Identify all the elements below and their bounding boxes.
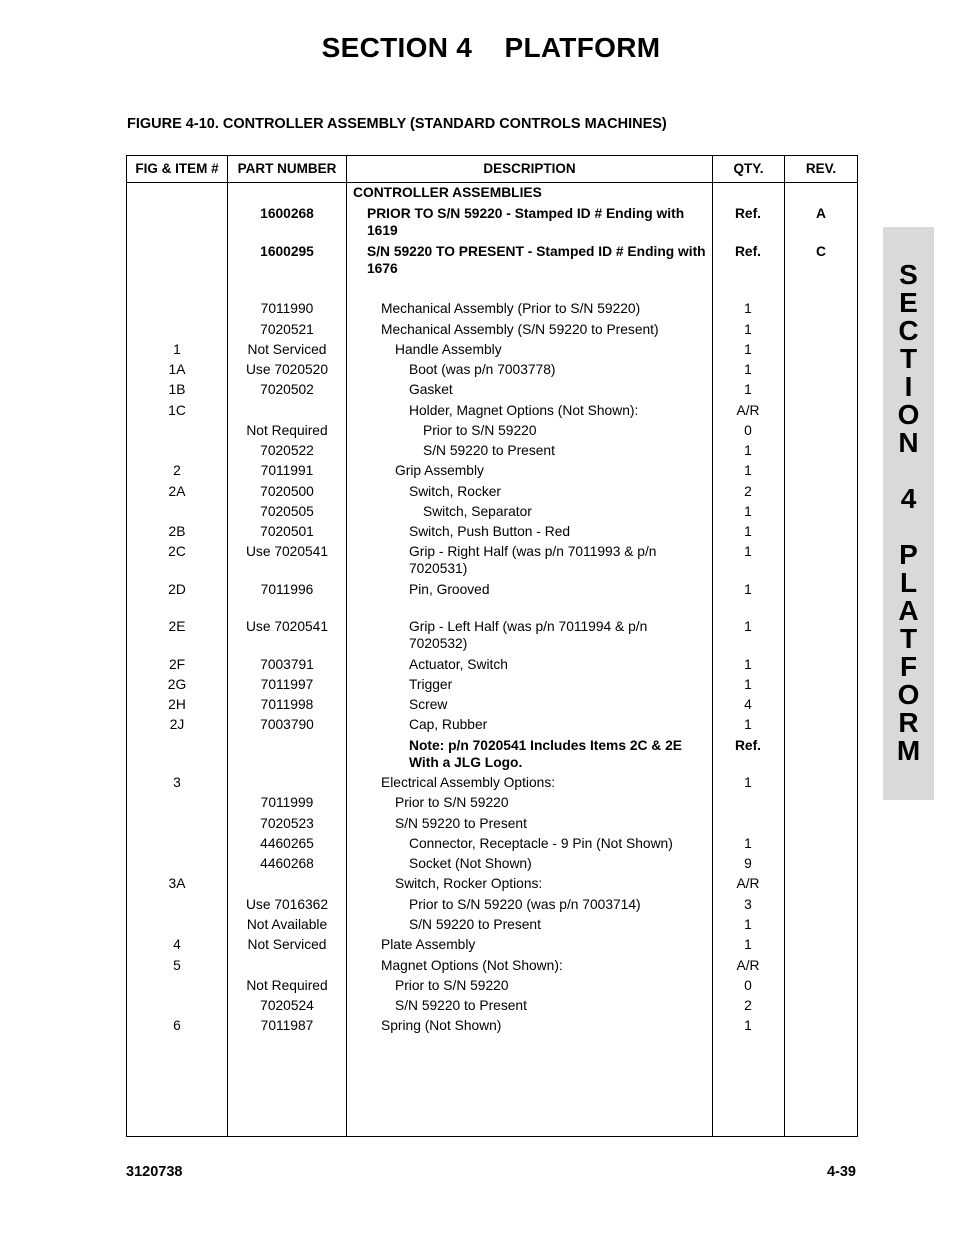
item-cell: 2E <box>168 619 186 634</box>
part-number-cell: Not Serviced <box>247 937 327 952</box>
qty-cell: 1 <box>744 301 752 316</box>
description-cell: Plate Assembly <box>381 937 476 952</box>
description-cell: Prior to S/N 59220 <box>423 423 537 438</box>
side-tab-letter <box>883 457 934 485</box>
description-cell: Mechanical Assembly (S/N 59220 to Present) <box>381 322 659 337</box>
part-number-cell: 7011997 <box>260 677 314 692</box>
description-cell: CONTROLLER ASSEMBLIES <box>353 185 542 200</box>
description-cell: PRIOR TO S/N 59220 - Stamped ID # Ending with 1619 <box>367 206 685 238</box>
side-tab-letter: I <box>904 371 913 402</box>
qty-cell: 2 <box>744 484 752 499</box>
part-number-cell: Use 7016362 <box>245 897 329 912</box>
part-number-cell: Not Required <box>246 978 328 993</box>
document-number: 3120738 <box>126 1164 183 1180</box>
qty-cell: 1 <box>744 463 752 478</box>
description-cell: Grip Assembly <box>395 463 484 478</box>
description-cell: Switch, Push Button - Red <box>409 524 571 539</box>
part-number-cell: 7011996 <box>260 582 314 597</box>
description-cell: S/N 59220 TO PRESENT - Stamped ID # Ending with 1676 <box>367 244 706 276</box>
description-cell: Gasket <box>409 382 453 397</box>
column-divider <box>784 156 785 1136</box>
item-cell: 1A <box>168 362 186 377</box>
qty-cell: 0 <box>744 423 752 438</box>
description-cell: Handle Assembly <box>395 342 502 357</box>
item-cell: 2D <box>168 582 186 597</box>
side-tab-letter: N <box>898 427 919 458</box>
item-cell: 1 <box>173 342 181 357</box>
description-cell: Switch, Rocker <box>409 484 502 499</box>
item-cell: 2F <box>168 657 186 672</box>
side-tab-letter: S <box>899 259 918 290</box>
part-number-cell: 7020523 <box>260 816 314 831</box>
item-cell: 6 <box>173 1018 181 1033</box>
description-cell: Cap, Rubber <box>409 717 488 732</box>
header-description: DESCRIPTION <box>483 161 576 176</box>
item-cell: 2B <box>168 524 186 539</box>
qty-cell: 1 <box>744 619 752 634</box>
side-tab-letter: L <box>899 567 918 598</box>
qty-cell: 1 <box>744 382 752 397</box>
part-number-cell: 7011999 <box>260 795 314 810</box>
part-number-cell: 7003790 <box>260 717 314 732</box>
side-tab-letter: A <box>898 595 919 626</box>
description-cell: Grip - Right Half (was p/n 7011993 & p/n 7020531) <box>409 544 657 576</box>
qty-cell: 2 <box>744 998 752 1013</box>
description-cell: Trigger <box>409 677 453 692</box>
part-number-cell: 4460268 <box>260 856 314 871</box>
part-number-cell: 7020500 <box>260 484 314 499</box>
description-cell: S/N 59220 to Present <box>395 816 527 831</box>
part-number-cell: 1600268 <box>260 206 314 221</box>
part-number-cell: 7011987 <box>260 1018 314 1033</box>
qty-cell: 1 <box>744 657 752 672</box>
part-number-cell: Not Available <box>246 917 328 932</box>
description-cell: Pin, Grooved <box>409 582 490 597</box>
description-cell: Prior to S/N 59220 <box>395 795 509 810</box>
part-number-cell: 7020524 <box>260 998 314 1013</box>
qty-cell: 1 <box>744 1018 752 1033</box>
description-cell: Boot (was p/n 7003778) <box>409 362 556 377</box>
figure-title: FIGURE 4-10. CONTROLLER ASSEMBLY (STANDARD CONTROLS MACHINES) <box>127 116 667 132</box>
qty-cell: 1 <box>744 544 752 559</box>
description-cell: S/N 59220 to Present <box>409 917 541 932</box>
part-number-cell: 4460265 <box>260 836 314 851</box>
qty-cell: 1 <box>744 342 752 357</box>
qty-cell: 1 <box>744 362 752 377</box>
side-tab-label <box>883 261 934 765</box>
part-number-cell: 7011990 <box>260 301 314 316</box>
qty-cell: 1 <box>744 322 752 337</box>
description-cell: Holder, Magnet Options (Not Shown): <box>409 403 639 418</box>
item-cell: 2A <box>168 484 186 499</box>
item-cell: 3A <box>168 876 186 891</box>
side-tab-letter: T <box>899 623 918 654</box>
item-cell: 2G <box>167 677 187 692</box>
item-cell: 1B <box>168 382 186 397</box>
part-number-cell: Use 7020541 <box>245 619 329 634</box>
header-rev: REV. <box>805 161 837 176</box>
description-cell: Switch, Separator <box>423 504 532 519</box>
qty-cell: Ref. <box>734 738 762 753</box>
description-cell: Screw <box>409 697 448 712</box>
qty-cell: 9 <box>744 856 752 871</box>
description-cell: Connector, Receptacle - 9 Pin (Not Shown) <box>409 836 673 851</box>
item-cell: 5 <box>173 958 181 973</box>
column-divider <box>346 156 347 1136</box>
qty-cell: 1 <box>744 524 752 539</box>
description-cell: S/N 59220 to Present <box>395 998 527 1013</box>
description-cell: Actuator, Switch <box>409 657 508 672</box>
header-divider <box>127 182 857 183</box>
header-item: FIG & ITEM # <box>135 161 219 176</box>
part-number-cell: 7020521 <box>260 322 314 337</box>
part-number-cell: 7020502 <box>260 382 314 397</box>
part-number-cell: Use 7020541 <box>245 544 329 559</box>
side-tab-letter: O <box>897 399 920 430</box>
item-cell: 2C <box>168 544 186 559</box>
section-title: SECTION 4 PLATFORM <box>321 32 661 63</box>
side-tab-letter: 4 <box>900 483 917 514</box>
qty-cell: Ref. <box>734 206 762 221</box>
part-number-cell: 7020505 <box>260 504 314 519</box>
side-tab-letter: E <box>899 287 918 318</box>
part-number-cell: 7011991 <box>260 463 314 478</box>
item-cell: 1C <box>168 403 186 418</box>
qty-cell: Ref. <box>734 244 762 259</box>
page-number: 4-39 <box>826 1164 856 1180</box>
qty-cell: A/R <box>736 876 760 891</box>
part-number-cell: Use 7020520 <box>245 362 329 377</box>
section-side-tab <box>883 227 934 800</box>
description-cell: Mechanical Assembly (Prior to S/N 59220) <box>381 301 641 316</box>
header-part-number: PART NUMBER <box>237 161 337 176</box>
rev-cell: A <box>816 206 826 221</box>
description-cell: Electrical Assembly Options: <box>381 775 556 790</box>
description-cell: Magnet Options (Not Shown): <box>381 958 563 973</box>
part-number-cell: 7020501 <box>260 524 314 539</box>
qty-cell: 0 <box>744 978 752 993</box>
qty-cell: 3 <box>744 897 752 912</box>
part-number-cell: 7003791 <box>260 657 314 672</box>
item-cell: 2J <box>169 717 185 732</box>
part-number-cell: Not Required <box>246 423 328 438</box>
qty-cell: 1 <box>744 836 752 851</box>
description-cell: Prior to S/N 59220 <box>395 978 509 993</box>
qty-cell: A/R <box>736 403 760 418</box>
item-cell: 2H <box>168 697 186 712</box>
qty-cell: 1 <box>744 717 752 732</box>
description-cell: Switch, Rocker Options: <box>395 876 543 891</box>
part-number-cell: Not Serviced <box>247 342 327 357</box>
description-cell: Spring (Not Shown) <box>381 1018 502 1033</box>
side-tab-letter <box>883 513 934 541</box>
qty-cell: 1 <box>744 677 752 692</box>
description-cell: S/N 59220 to Present <box>423 443 555 458</box>
item-cell: 4 <box>173 937 181 952</box>
description-cell: Note: p/n 7020541 Includes Items 2C & 2E With a JLG Logo. <box>409 738 682 770</box>
side-tab-letter: O <box>897 679 920 710</box>
qty-cell: 4 <box>744 697 752 712</box>
qty-cell: A/R <box>736 958 760 973</box>
item-cell: 3 <box>173 775 181 790</box>
part-number-cell: 1600295 <box>260 244 314 259</box>
qty-cell: 1 <box>744 504 752 519</box>
rev-cell: C <box>816 244 826 259</box>
description-cell: Socket (Not Shown) <box>409 856 532 871</box>
qty-cell: 1 <box>744 775 752 790</box>
qty-cell: 1 <box>744 443 752 458</box>
qty-cell: 1 <box>744 937 752 952</box>
item-cell: 2 <box>173 463 181 478</box>
side-tab-letter: M <box>896 735 921 766</box>
part-number-cell: 7020522 <box>260 443 314 458</box>
part-number-cell: 7011998 <box>260 697 314 712</box>
description-cell: Prior to S/N 59220 (was p/n 7003714) <box>409 897 641 912</box>
header-qty: QTY. <box>733 161 764 176</box>
side-tab-letter: T <box>899 343 918 374</box>
description-cell: Grip - Left Half (was p/n 7011994 & p/n 7020532) <box>409 619 648 651</box>
side-tab-letter: F <box>899 651 918 682</box>
side-tab-letter: C <box>898 315 919 346</box>
parts-table <box>126 155 858 1137</box>
qty-cell: 1 <box>744 917 752 932</box>
qty-cell: 1 <box>744 582 752 597</box>
side-tab-letter: P <box>899 539 918 570</box>
side-tab-letter: R <box>898 707 919 738</box>
